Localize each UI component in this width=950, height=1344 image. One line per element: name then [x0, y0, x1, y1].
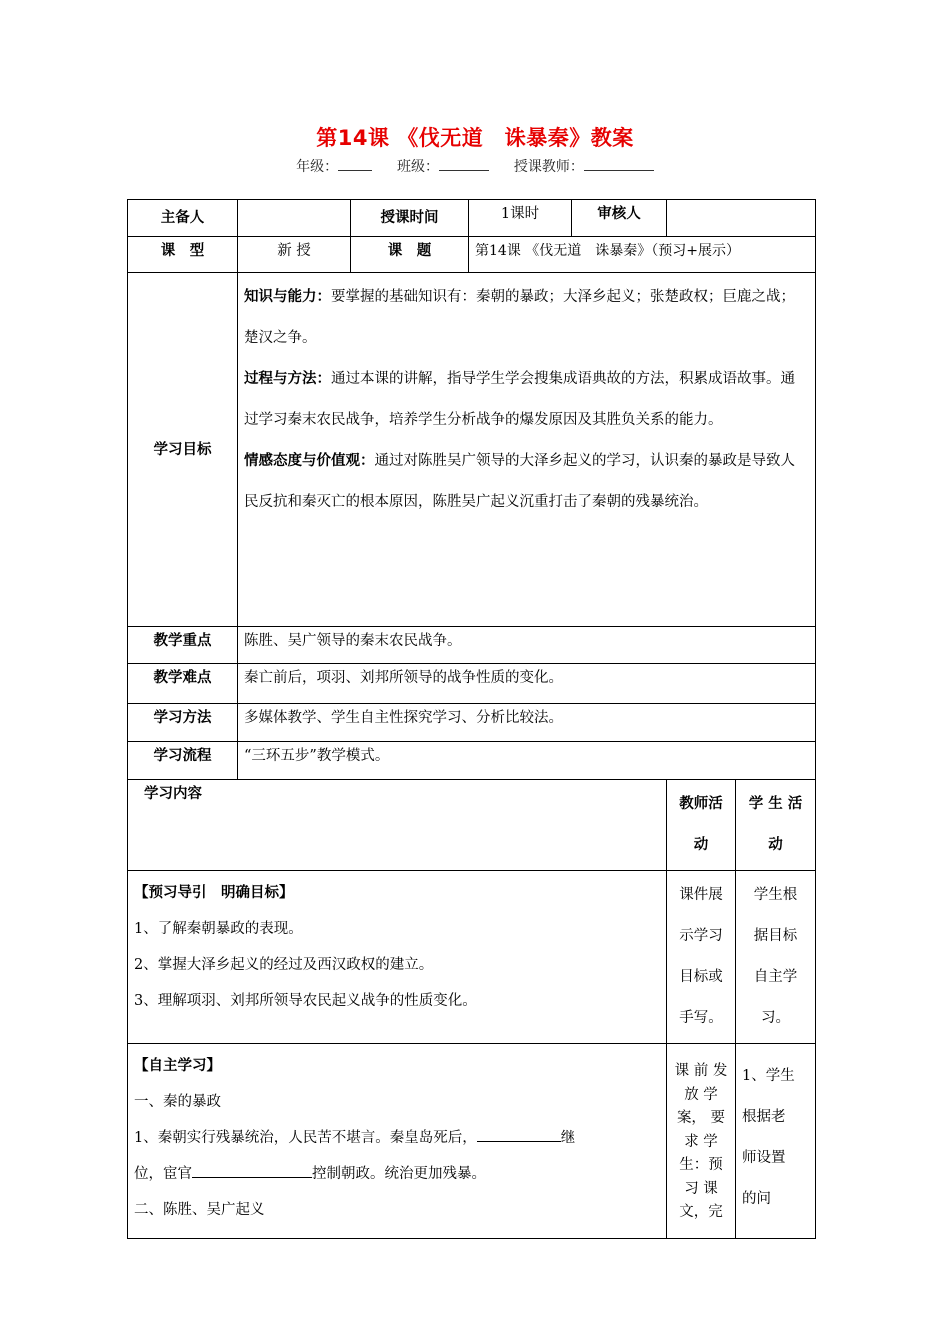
key-label: 教学重点 — [128, 627, 238, 664]
row-goals — [128, 273, 816, 627]
teacher-label: 授课教师： — [513, 159, 584, 175]
grade-blank[interactable] — [338, 157, 372, 171]
process-title: 过程与方法： — [244, 371, 331, 387]
difficulty-label: 教学难点 — [128, 664, 238, 704]
content-header: 学习内容 — [128, 780, 667, 871]
key-value: 陈胜、吴广领导的秦末农民战争。 — [238, 627, 816, 664]
row-flow — [128, 742, 816, 780]
teacher-blank[interactable] — [584, 157, 654, 171]
student-activity-header: 学 生 活 动 — [736, 780, 816, 871]
class-label: 班级： — [397, 159, 439, 175]
row-type — [128, 237, 816, 273]
emotion-title: 情感态度与价值观： — [244, 453, 375, 469]
difficulty-value: 秦亡前后，项羽、刘邦所领导的战争性质的变化。 — [238, 664, 816, 704]
header-meta — [0, 156, 950, 176]
time-value: 1课时 — [469, 200, 572, 237]
emotion-text: 通过对陈胜吴广领导的大泽乡起义的学习，认识秦的暴政是导致人民反抗和秦灭亡的根本原因，陈胜吴广起义沉重打击了秦朝的残暴统治。 — [244, 453, 795, 510]
time-label: 授课时间 — [351, 200, 469, 237]
type-label: 课 型 — [128, 237, 238, 273]
question-1: 1、秦朝实行残暴统治，人民苦不堪言。秦皇岛死后， 继 — [134, 1120, 660, 1156]
preview-teacher: 课件展 示学习 目标或 手写。 — [667, 871, 736, 1044]
topic-label: 课 题 — [351, 237, 469, 273]
self-study-title: 【自主学习】 — [134, 1058, 221, 1074]
row-method — [128, 704, 816, 742]
reviewer-label: 审核人 — [572, 200, 667, 237]
grade-label: 年级： — [296, 159, 339, 175]
preparer-label: 主备人 — [128, 200, 238, 237]
row-key — [128, 627, 816, 664]
type-value: 新 授 — [238, 237, 351, 273]
section-qin-tyranny: 一、秦的暴政 — [134, 1094, 221, 1110]
question-1-cont: 位，宦官 控制朝政。统治更加残暴。 — [134, 1156, 660, 1192]
method-value: 多媒体教学、学生自主性探究学习、分析比较法。 — [238, 704, 816, 742]
row-self-study — [128, 1044, 816, 1239]
answer-blank-1[interactable] — [477, 1125, 561, 1142]
goals-content — [238, 273, 816, 627]
class-blank[interactable] — [439, 157, 489, 171]
preview-content — [128, 871, 667, 1044]
teacher-activity-header: 教师活 动 — [667, 780, 736, 871]
preparer-value — [238, 200, 351, 237]
preview-title: 【预习导引 明确目标】 — [134, 885, 294, 901]
reviewer-value — [667, 200, 816, 237]
preview-item-3: 3、理解项羽、刘邦所领导农民起义战争的性质变化。 — [134, 993, 477, 1009]
flow-value: “三环五步”教学模式。 — [238, 742, 816, 780]
topic-value: 第14课 《伐无道 诛暴秦》（预习+展示） — [469, 237, 816, 273]
row-preparer — [128, 200, 816, 237]
preview-item-1: 1、了解秦朝暴政的表现。 — [134, 921, 303, 937]
knowledge-title: 知识与能力： — [244, 289, 331, 305]
self-study-teacher: 课 前 发 放 学 案， 要 求 学 生：预 习 课 文，完 — [667, 1044, 736, 1239]
goals-label: 学习目标 — [128, 273, 238, 627]
row-content-header — [128, 780, 816, 871]
process-text: 通过本课的讲解，指导学生学会搜集成语典故的方法，积累成语故事。通过学习秦末农民战争，培养学生分析战争的爆发原因及其胜负关系的能力。 — [244, 371, 795, 428]
self-study-content — [128, 1044, 667, 1239]
preview-student: 学生根 据目标 自主学 习。 — [736, 871, 816, 1044]
row-difficulty — [128, 664, 816, 704]
method-label: 学习方法 — [128, 704, 238, 742]
answer-blank-2[interactable] — [192, 1161, 312, 1178]
lesson-plan-table — [127, 199, 815, 1239]
self-study-student: 1、学生 根据老 师设置 的问 — [736, 1044, 816, 1239]
page-title: 第14课 《伐无道 诛暴秦》教案 — [316, 126, 634, 150]
row-preview — [128, 871, 816, 1044]
knowledge-text: 要掌握的基础知识有：秦朝的暴政；大泽乡起义；张楚政权；巨鹿之战；楚汉之争。 — [244, 289, 795, 346]
preview-item-2: 2、掌握大泽乡起义的经过及西汉政权的建立。 — [134, 957, 434, 973]
flow-label: 学习流程 — [128, 742, 238, 780]
section-chensheng-wuguang: 二、陈胜、吴广起义 — [134, 1202, 265, 1218]
